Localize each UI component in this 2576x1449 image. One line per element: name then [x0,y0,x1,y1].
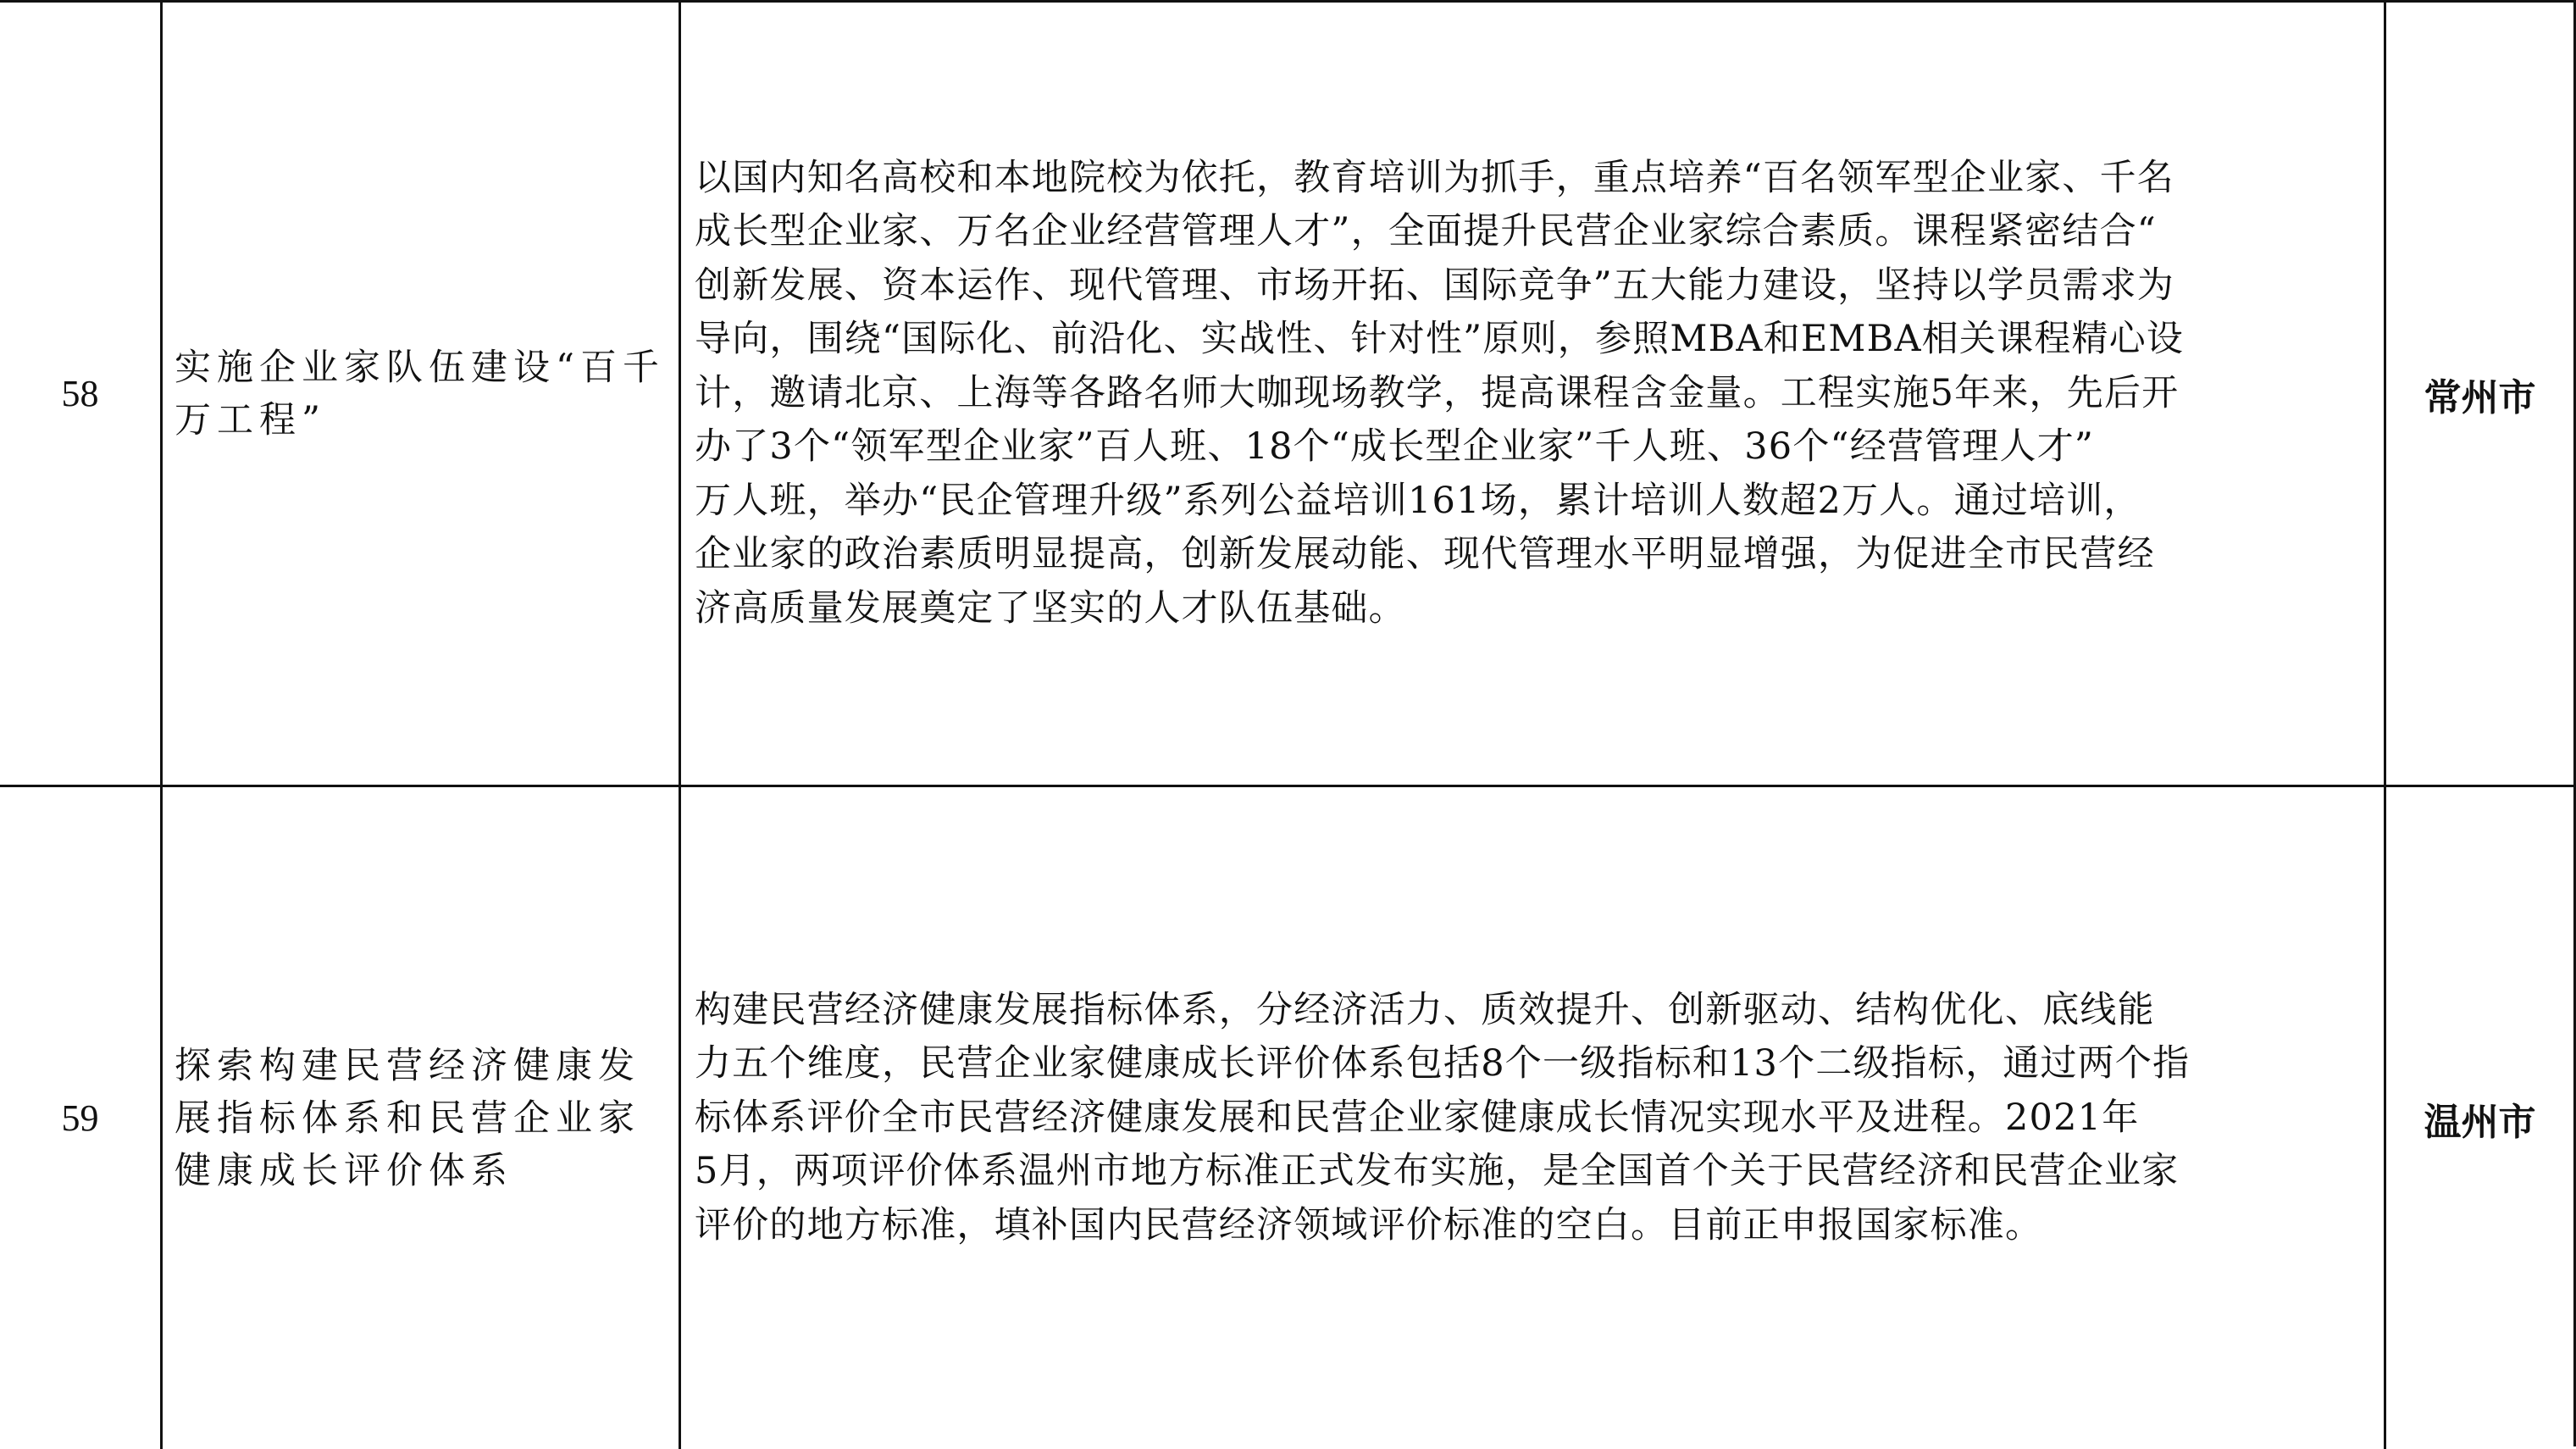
item-title-line: 健康成长评价体系 [175,1149,513,1192]
row-number: 58 [61,373,99,414]
description-line: 评价的地方标准，填补国内民营经济领域评价标准的空白。目前正申报国家标准。 [695,1203,2043,1246]
description-text [695,984,2363,1253]
description-line: 计，邀请北京、上海等各路名师大咖现场教学，提高课程含金量。工程实施5年来，先后开 [695,371,2180,414]
item-title [175,1040,668,1197]
table-row [0,787,2576,1449]
city-name: 温州市 [2424,1100,2536,1144]
description-line: 标体系评价全市民营经济健康发展和民营企业家健康成长情况实现水平及进程。2021年 [695,1096,2140,1139]
item-title-line: 万工程” [175,398,326,441]
description-line: 创新发展、资本运作、现代管理、市场开拓、国际竞争”五大能力建设，坚持以学员需求为 [695,264,2174,307]
row-number: 59 [61,1097,99,1139]
description-line: 构建民营经济健康发展指标体系，分经济活力、质效提升、创新驱动、结构优化、底线能 [695,988,2155,1031]
item-title [175,341,668,447]
description-line: 企业家的政治素质明显提高，创新发展动能、现代管理水平明显增强，为促进全市民营经 [695,533,2155,576]
description-text [695,152,2363,636]
city-cell [2386,787,2573,1449]
description-line: 万人班，举办“民企管理升级”系列公益培训161场，累计培训人数超2万人。通过培训， [695,479,2141,522]
description-cell [681,787,2386,1449]
row-number-cell [0,787,163,1449]
table-row [0,3,2576,787]
item-title-cell [163,3,681,785]
item-title-cell [163,787,681,1449]
item-title-line: 探索构建民营经济健康发 [175,1044,640,1087]
description-line: 成长型企业家、万名企业经营管理人才”，全面提升民营企业家综合素质。课程紧密结合“ [695,210,2157,253]
item-title-line: 展指标体系和民营企业家 [175,1096,640,1140]
description-line: 济高质量发展奠定了坚实的人才队伍基础。 [695,586,1406,630]
description-line: 力五个维度，民营企业家健康成长评价体系包括8个一级指标和13个二级指标，通过两个指 [695,1042,2191,1085]
description-line: 办了3个“领军型企业家”百人班、18个“成长型企业家”千人班、36个“经营管理人才” [695,425,2095,469]
description-line: 以国内知名高校和本地院校为依托，教育培训为抓手，重点培养“百名领军型企业家、千名 [695,156,2174,199]
city-cell [2386,3,2573,785]
row-number-cell [0,3,163,785]
description-cell [681,3,2386,785]
item-title-line: 实施企业家队伍建设“百千 [175,346,665,389]
city-name: 常州市 [2424,375,2536,419]
description-line: 5月，两项评价体系温州市地方标准正式发布实施，是全国首个关于民营经济和民营企业家 [695,1150,2180,1193]
description-line: 导向，围绕“国际化、前沿化、实战性、针对性”原则，参照MBA和EMBA相关课程精心设 [695,318,2185,361]
